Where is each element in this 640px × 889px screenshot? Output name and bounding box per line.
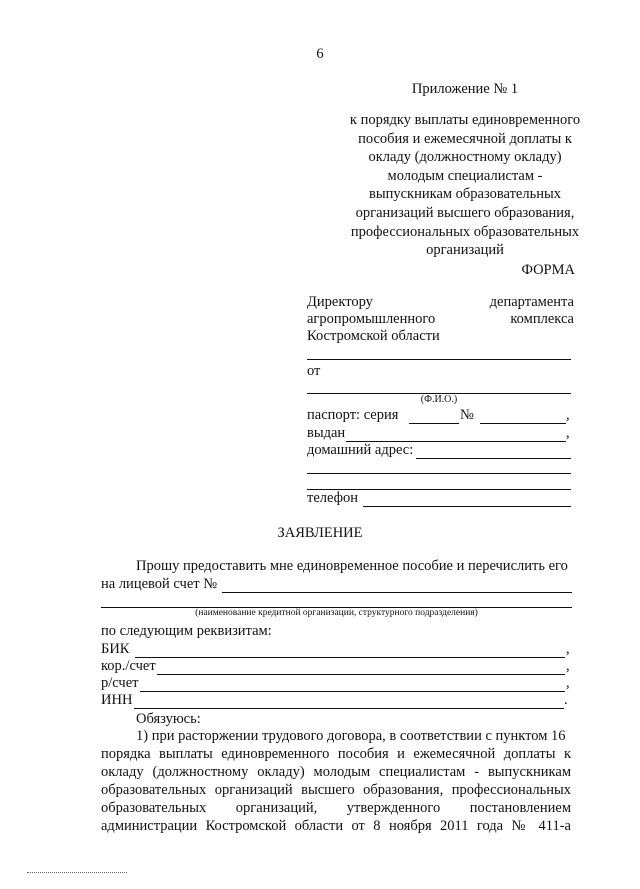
appendix-line: профессиональных образовательных	[350, 223, 580, 240]
passport-number-line	[480, 423, 566, 424]
bik-line	[135, 657, 565, 658]
request-line2: на лицевой счет №	[101, 576, 218, 592]
address-line	[307, 473, 571, 474]
form-label: ФОРМА	[521, 262, 575, 278]
appendix-line: молодым специалистам -	[387, 167, 543, 184]
item1-line: порядка выплаты единовременного пособия и ежемесячной доплаты к	[101, 746, 571, 762]
page-number: 6	[316, 46, 324, 62]
appendix-line: окладу (должностному окладу)	[368, 149, 562, 166]
from-label: от	[307, 363, 321, 379]
requisites-label: по следующим реквизитам:	[101, 623, 272, 639]
blank-line	[307, 359, 571, 360]
period: .	[564, 692, 568, 708]
appendix-line: выпускникам образовательных	[369, 186, 561, 203]
item1-line: образовательных организаций высшего образования, профессиональных	[101, 782, 571, 798]
footer-rule	[27, 872, 127, 873]
item1-line-split	[101, 800, 571, 817]
appendix-line: пособия и ежемесячной доплаты к	[358, 130, 572, 147]
comma: ,	[566, 675, 570, 691]
item1-word: утвержденного	[346, 800, 441, 816]
item1-line: окладу (должностному окладу) молодым специалистам - выпускникам	[101, 764, 571, 780]
issued-label: выдан	[307, 425, 346, 441]
address-line	[416, 458, 571, 459]
item1-word: постановлением	[469, 800, 571, 816]
corr-account-label: кор./счет	[101, 658, 156, 674]
bank-hint: (наименование кредитной организации, структурного подразделения)	[195, 608, 478, 618]
account-number-line	[222, 592, 572, 593]
inn-label: ИНН	[101, 692, 133, 708]
statement-title: ЗАЯВЛЕНИЕ	[277, 525, 363, 541]
item1-line: 1) при расторжении трудового договора, в соответствии с пунктом 16	[136, 728, 566, 744]
number-sign: №	[460, 407, 474, 423]
appendix-line: к порядку выплаты единовременного	[349, 112, 581, 128]
addressee-line2-right: комплекса	[510, 311, 574, 327]
comma: ,	[566, 425, 570, 441]
item1-word: организаций,	[235, 800, 318, 816]
corr-account-line	[157, 674, 565, 675]
inn-line	[134, 708, 564, 709]
comma: ,	[566, 658, 570, 674]
addressee-line1-right: департамента	[489, 294, 574, 310]
obligation-label: Обязуюсь:	[136, 711, 201, 727]
appendix-line: организаций высшего образования,	[355, 204, 575, 221]
account-label: р/счет	[101, 675, 139, 691]
phone-label: телефон	[307, 490, 359, 506]
appendix-subtitle	[310, 111, 620, 260]
comma: ,	[566, 641, 570, 657]
address-label: домашний адрес:	[307, 442, 414, 458]
item1-line: администрации Костромской области от 8 ноября 2011 года № 411-а	[101, 818, 571, 834]
request-line1: Прошу предоставить мне единовременное пособие и перечислить его	[136, 558, 568, 574]
appendix-line: организаций	[426, 242, 504, 259]
phone-line	[363, 506, 571, 507]
addressee-line1-left: Директору	[307, 294, 373, 310]
passport-label: паспорт: серия	[307, 407, 399, 423]
account-line	[140, 691, 565, 692]
comma: ,	[566, 407, 570, 423]
fio-hint: (Ф.И.О.)	[420, 394, 458, 405]
item1-word: образовательных	[101, 800, 207, 816]
bik-label: БИК	[101, 641, 130, 657]
addressee-line2-left: агропромышленного	[307, 311, 436, 327]
passport-series-line	[409, 423, 459, 424]
addressee-line3: Костромской области	[307, 328, 440, 344]
appendix-title: Приложение № 1	[411, 81, 519, 97]
